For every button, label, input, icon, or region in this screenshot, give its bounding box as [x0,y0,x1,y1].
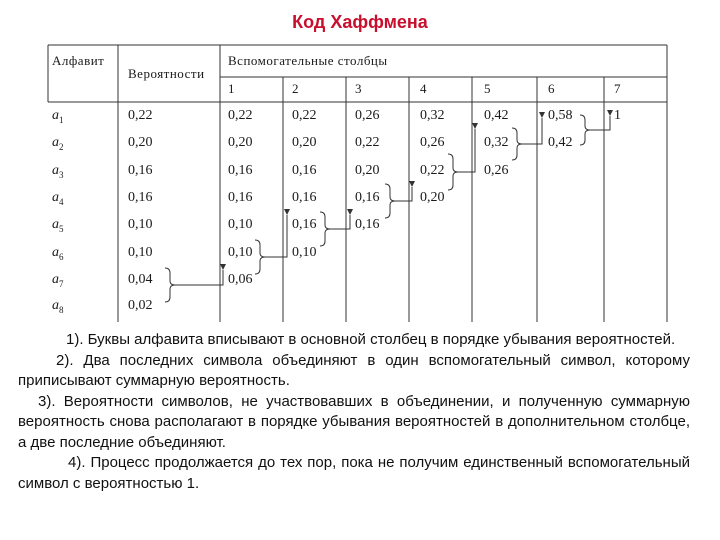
aux-cell: 0,16 [228,163,253,178]
brace-merge-2 [255,240,265,274]
aux-cell: 0,22 [420,163,445,178]
page-title: Код Хаффмена [292,12,428,32]
arrow-merge-7 [590,116,610,130]
step-paragraph: 2). Два последних символа объединяют в один вспомогательный символ, которому приписывают суммарную вероятность. [18,351,690,389]
step-paragraph: 4). Процесс продолжается до тех пор, пока не получим единственный вспомогательный символ с вероятностью 1. [18,454,690,492]
step-paragraph: 1). Буквы алфавита вписывают в основной столбец в порядке убывания вероятностей. [66,331,676,348]
aux-cell: 0,32 [420,108,445,123]
aux-cell: 0,20 [420,190,445,205]
aux-cell: 0,58 [548,108,573,123]
step-paragraph: 3). Вероятности символов, не участвовавших в объединении, и полученную суммарную вероятность снова располагают в порядке убывания вероятностей в дополнительном столбце, а две последние объединяют. [18,392,690,451]
aux-cell: 0,16 [355,190,380,205]
aux-cell: 0,42 [548,135,573,150]
aux-column-number: 2 [292,81,299,96]
aux-cell: 1 [614,108,621,123]
symbol-cell: $a_1$ [52,108,64,125]
aux-columns-header: Вспомогательные столбцы [228,53,388,68]
brace-merge-5 [448,154,458,190]
aux-cell: 0,16 [292,163,317,178]
aux-cell: 0,10 [292,245,317,260]
symbol-cell: $a_8$ [52,298,64,315]
aux-cell: 0,16 [292,217,317,232]
symbol-cell: $a_5$ [52,217,64,234]
probability-cell: 0,16 [128,163,153,178]
probability-header: Вероятности [128,66,205,81]
brace-merge-6 [512,128,522,160]
arrow-merge-6 [522,118,542,144]
probability-cell: 0,16 [128,190,153,205]
aux-cell: 0,42 [484,108,509,123]
symbol-cell: $a_7$ [52,272,64,289]
symbol-cell: $a_6$ [52,245,64,262]
aux-column-number: 6 [548,81,555,96]
aux-cell: 0,20 [292,135,317,150]
aux-cell: 0,22 [355,135,380,150]
probability-cell: 0,22 [128,108,153,123]
arrow-merge-3 [330,215,350,229]
aux-cell: 0,10 [228,245,253,260]
brace-merge-3 [320,212,330,246]
aux-column-number: 7 [614,81,621,96]
aux-column-number: 3 [355,81,362,96]
aux-cell: 0,26 [355,108,380,123]
aux-cell: 0,22 [228,108,253,123]
brace-merge-7 [580,115,590,145]
symbol-cell: $a_4$ [52,190,64,207]
brace-merge-1 [165,268,175,302]
alphabet-header: Алфавит [52,53,105,68]
probability-cell: 0,04 [128,272,153,287]
aux-cell: 0,16 [292,190,317,205]
arrow-merge-1 [175,270,223,285]
brace-merge-4 [385,184,395,218]
probability-cell: 0,02 [128,298,153,313]
aux-cell: 0,10 [228,217,253,232]
symbol-cell: $a_3$ [52,163,64,180]
aux-cell: 0,20 [228,135,253,150]
algorithm-steps [18,330,690,494]
aux-cell: 0,26 [420,135,445,150]
symbol-cell: $a_2$ [52,135,64,152]
probability-cell: 0,10 [128,245,153,260]
aux-cell: 0,32 [484,135,509,150]
aux-cell: 0,20 [355,163,380,178]
aux-column-number: 5 [484,81,491,96]
aux-cell: 0,16 [228,190,253,205]
aux-cell: 0,06 [228,272,253,287]
aux-column-number: 1 [228,81,235,96]
probability-cell: 0,20 [128,135,153,150]
probability-cell: 0,10 [128,217,153,232]
aux-cell: 0,26 [484,163,509,178]
aux-column-number: 4 [420,81,427,96]
arrow-merge-2 [265,215,287,257]
aux-cell: 0,16 [355,217,380,232]
aux-cell: 0,22 [292,108,317,123]
